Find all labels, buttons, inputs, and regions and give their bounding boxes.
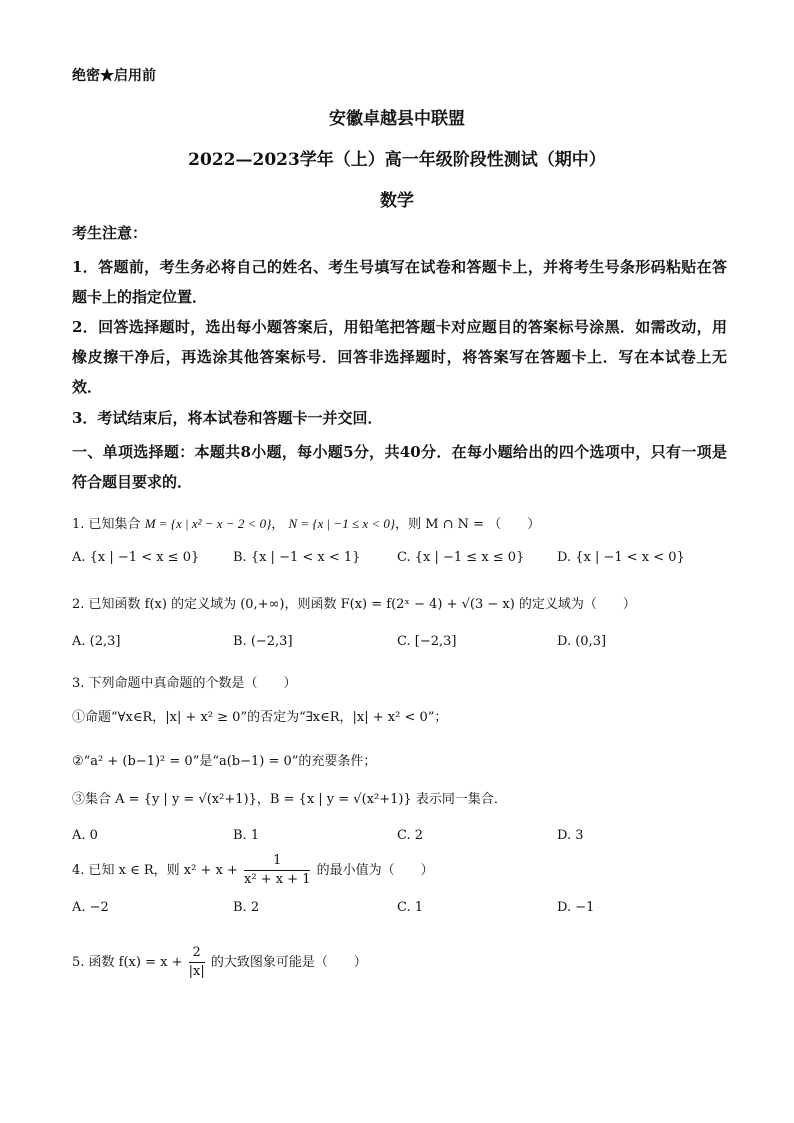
q4-numerator: 1 xyxy=(244,852,310,871)
question-4 xyxy=(72,852,434,889)
question-5 xyxy=(72,944,367,981)
q5-fraction xyxy=(189,944,205,981)
q3-option-a: A. 0 xyxy=(72,828,98,843)
question-3: 3. 下列命题中真命题的个数是（ ） xyxy=(72,676,297,691)
set-n: N = {x | −1 ≤ x < 0} xyxy=(288,516,396,531)
question-4-lead: 4. 已知 x ∈ R，则 x² + x + xyxy=(72,863,238,878)
note-item-3: 3．考试结束后，将本试卷和答题卡一并交回． xyxy=(72,409,383,427)
q3-statement-1: ①命题“∀x∈R，|x| + x² ≥ 0”的否定为“∃x∈R，|x| + x² < 0”； xyxy=(72,710,448,725)
q3-option-d: D. 3 xyxy=(557,828,584,843)
question-4-tail: 的最小值为（ ） xyxy=(316,863,434,878)
q4-option-a: A. −2 xyxy=(72,900,109,915)
q2-option-b: B. (−2,3] xyxy=(233,634,293,649)
question-5-lead: 5. 函数 f(x) = x + xyxy=(72,955,183,970)
subject-title: 数学 xyxy=(380,191,414,211)
question-1-tail: ，则 M ∩ N = （ ） xyxy=(395,517,541,532)
note-item-1: 1．答题前，考生务必将自己的姓名、考生号填写在试卷和答题卡上，并将考生号条形码粘贴在答题卡上的指定位置． xyxy=(72,258,727,306)
q5-numerator: 2 xyxy=(189,944,205,963)
q1-option-c: C. {x | −1 ≤ x ≤ 0} xyxy=(397,550,525,565)
question-5-tail: 的大致图象可能是（ ） xyxy=(210,955,367,970)
note-item-2: 2．回答选择题时，选出每小题答案后，用铅笔把答题卡对应题目的答案标号涂黑．如需改动，用橡皮擦干净后，再选涂其他答案标号．回答非选择题时，将答案写在答题卡上．写在本试卷上无效． xyxy=(72,318,727,396)
q4-option-d: D. −1 xyxy=(557,900,595,915)
exam-title: 2022—2023学年（上）高一年级阶段性测试（期中） xyxy=(188,150,606,170)
section-heading: 一、单项选择题：本题共8小题，每小题5分，共40分．在每小题给出的四个选项中，只有一项是符合题目要求的． xyxy=(72,443,727,491)
q3-option-b: B. 1 xyxy=(233,828,260,843)
q4-fraction xyxy=(244,852,310,889)
q3-statement-2: ②“a² + (b−1)² = 0”是“a(b−1) = 0”的充要条件； xyxy=(72,754,377,769)
q3-option-c: C. 2 xyxy=(397,828,424,843)
set-m: M = {x | x² − x − 2 < 0} xyxy=(144,516,272,531)
alliance-title: 安徽卓越县中联盟 xyxy=(329,109,465,129)
q2-option-c: C. [−2,3] xyxy=(397,634,457,649)
q3-statement-3: ③集合 A = {y | y = √(x²+1)}，B = {x | y = √(x²+1)} 表示同一集合． xyxy=(72,792,507,807)
question-1-lead: 1. 已知集合 xyxy=(72,517,141,532)
question-1: 1. 已知集合 M = {x | x² − x − 2 < 0}， N = {x | −1 ≤ x < 0}，则 M ∩ N = （ ） xyxy=(72,516,541,532)
notes-heading: 考生注意： xyxy=(72,224,148,242)
q4-option-c: C. 1 xyxy=(397,900,424,915)
q2-option-a: A. (2,3] xyxy=(72,634,121,649)
q4-denominator: x² + x + 1 xyxy=(244,872,311,887)
question-2: 2. 已知函数 f(x) 的定义域为 (0,+∞)，则函数 F(x) = f(2ˣ − 4) + √(3 − x) 的定义域为（ ） xyxy=(72,597,636,612)
q5-denominator: |x| xyxy=(188,964,205,979)
q1-option-a: A. {x | −1 < x ≤ 0} xyxy=(72,550,200,565)
q2-option-d: D. (0,3] xyxy=(557,634,607,649)
q1-option-b: B. {x | −1 < x < 1} xyxy=(233,550,361,565)
q1-option-d: D. {x | −1 < x < 0} xyxy=(557,550,685,565)
q4-option-b: B. 2 xyxy=(233,900,260,915)
confidential-label: 绝密★启用前 xyxy=(72,68,156,84)
